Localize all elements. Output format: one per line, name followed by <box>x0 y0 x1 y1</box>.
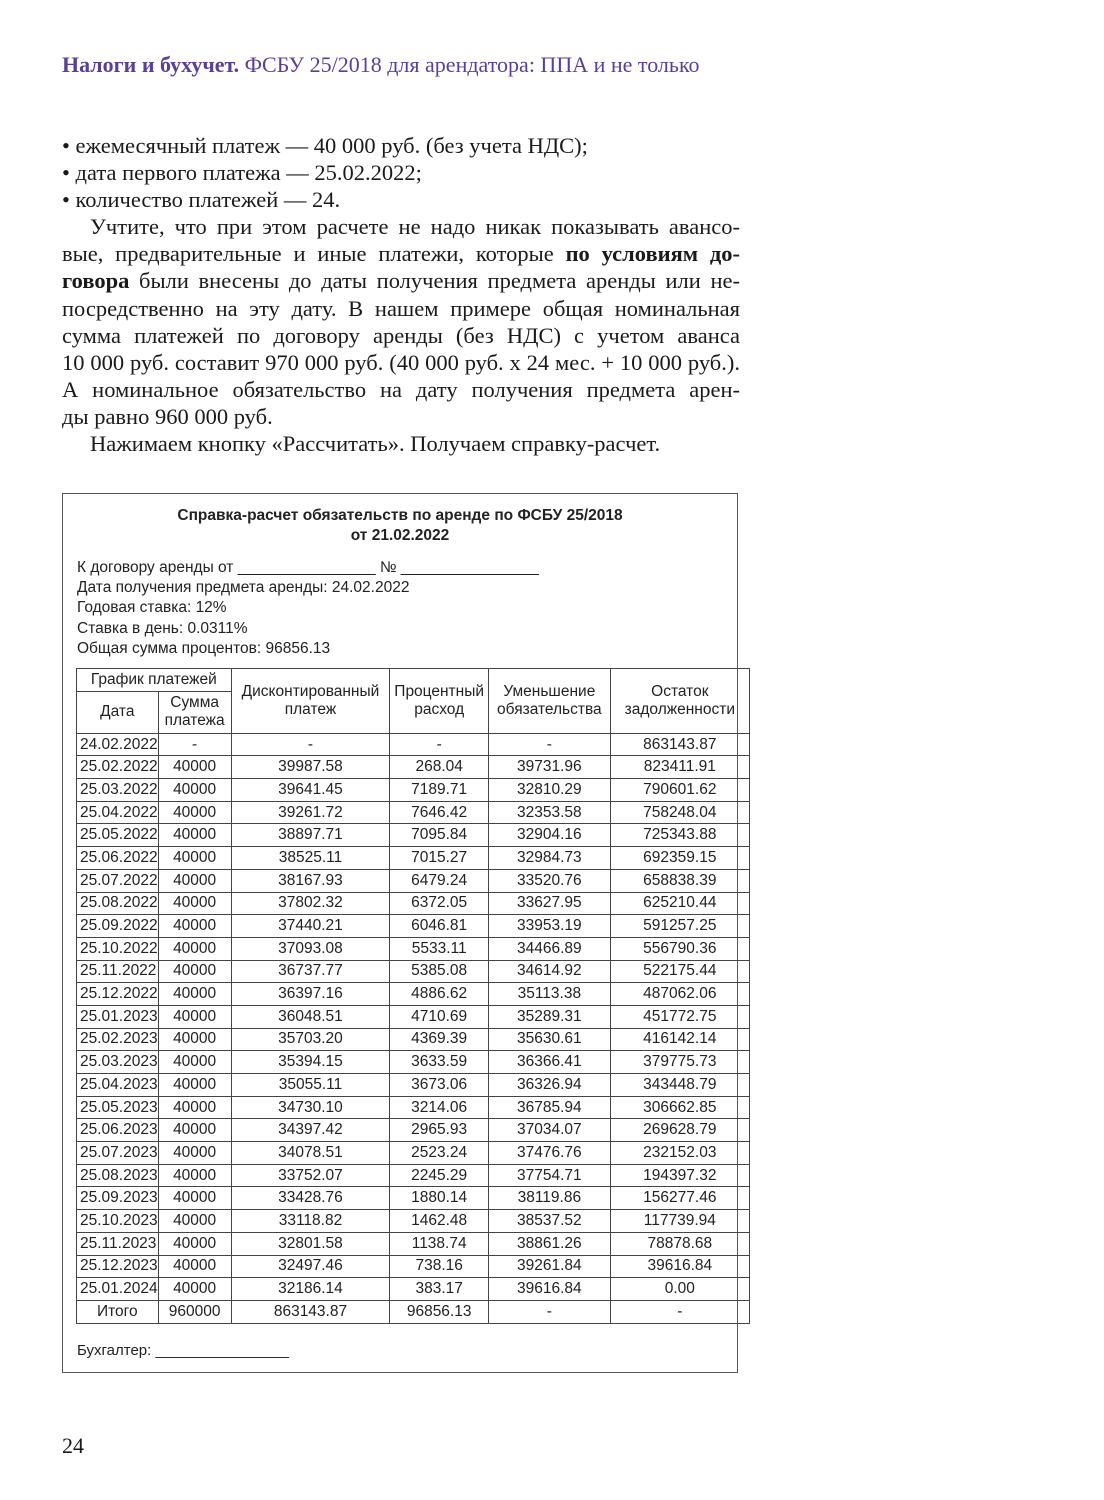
cell-interest: 6372.05 <box>390 892 489 915</box>
cell-amount: 40000 <box>158 1232 231 1255</box>
table-row <box>77 892 750 915</box>
cell-date: 25.10.2023 <box>77 1210 159 1233</box>
cell-interest: 3214.06 <box>390 1096 489 1119</box>
bullet-item: • дата первого платежа — 25.02.2022; <box>62 160 422 186</box>
cell-reduction: 36326.94 <box>489 1074 611 1097</box>
table-row <box>77 1255 750 1278</box>
cell-reduction: 32353.58 <box>489 801 611 824</box>
contract-line: К договору аренды от ________________ № ________________ <box>77 559 539 576</box>
cell-balance: 725343.88 <box>610 824 749 847</box>
cell-date: 25.06.2022 <box>77 847 159 870</box>
cell-interest: 7095.84 <box>390 824 489 847</box>
cell-discounted: 34078.51 <box>231 1142 390 1165</box>
cell-interest: 4886.62 <box>390 983 489 1006</box>
cell-balance: 556790.36 <box>610 937 749 960</box>
cell-discounted: 38525.11 <box>231 847 390 870</box>
cell-date: Итого <box>77 1300 159 1323</box>
bold-text: говора <box>62 268 130 294</box>
cell-balance: 863143.87 <box>610 733 749 756</box>
header-schedule: График платежей <box>77 669 232 692</box>
paragraph-line <box>62 322 740 349</box>
cell-discounted: 36048.51 <box>231 1005 390 1028</box>
header-interest: Процентный расход <box>390 669 489 734</box>
text: А номинальное обязательство на дату получения предмета арен- <box>62 376 740 402</box>
header-balance: Остаток задолженности <box>610 669 749 734</box>
cell-discounted: 36737.77 <box>231 960 390 983</box>
cell-interest: 6046.81 <box>390 915 489 938</box>
cell-amount: 40000 <box>158 1119 231 1142</box>
cell-date: 25.02.2023 <box>77 1028 159 1051</box>
bullet-item: • ежемесячный платеж — 40 000 руб. (без учета НДС); <box>62 133 588 158</box>
cell-discounted: - <box>231 733 390 756</box>
cell-reduction: 38119.86 <box>489 1187 611 1210</box>
report-box <box>62 493 738 1373</box>
cell-reduction: 34466.89 <box>489 937 611 960</box>
cell-amount: 40000 <box>158 801 231 824</box>
cell-reduction: 32810.29 <box>489 779 611 802</box>
cell-interest: 7189.71 <box>390 779 489 802</box>
cell-amount: 40000 <box>158 1187 231 1210</box>
cell-discounted: 37093.08 <box>231 937 390 960</box>
paragraph-line <box>62 295 740 322</box>
cell-date: 25.11.2022 <box>77 960 159 983</box>
cell-interest: 5533.11 <box>390 937 489 960</box>
header-amount: Сумма платежа <box>158 691 231 733</box>
cell-reduction: 32904.16 <box>489 824 611 847</box>
table-row <box>77 1232 750 1255</box>
cell-date: 25.11.2023 <box>77 1232 159 1255</box>
running-head-title: ФСБУ 25/2018 для арендатора: ППА и не только <box>244 52 700 77</box>
cell-reduction: 33627.95 <box>489 892 611 915</box>
cell-reduction: 36785.94 <box>489 1096 611 1119</box>
table-row <box>77 756 750 779</box>
cell-date: 25.08.2022 <box>77 892 159 915</box>
cell-interest: 1138.74 <box>390 1232 489 1255</box>
cell-reduction: 35630.61 <box>489 1028 611 1051</box>
cell-balance: 487062.06 <box>610 983 749 1006</box>
paragraph-line <box>62 403 740 430</box>
cell-interest: 2523.24 <box>390 1142 489 1165</box>
cell-date: 25.09.2022 <box>77 915 159 938</box>
cell-balance: 692359.15 <box>610 847 749 870</box>
text: сумма платежей по договору аренды (без НДС) с учетом аванса <box>62 322 740 348</box>
cell-discounted: 37440.21 <box>231 915 390 938</box>
cell-discounted: 38167.93 <box>231 869 390 892</box>
cell-reduction: 36366.41 <box>489 1051 611 1074</box>
cell-date: 25.07.2022 <box>77 869 159 892</box>
table-row <box>77 915 750 938</box>
cell-date: 25.10.2022 <box>77 937 159 960</box>
cell-date: 25.09.2023 <box>77 1187 159 1210</box>
paragraph-line <box>62 213 740 240</box>
cell-amount: 40000 <box>158 1142 231 1165</box>
table-row <box>77 1119 750 1142</box>
cell-discounted: 33752.07 <box>231 1164 390 1187</box>
cell-balance: 591257.25 <box>610 915 749 938</box>
cell-balance: 194397.32 <box>610 1164 749 1187</box>
cell-discounted: 37802.32 <box>231 892 390 915</box>
cell-interest: 1462.48 <box>390 1210 489 1233</box>
cell-balance: 416142.14 <box>610 1028 749 1051</box>
cell-interest: 2965.93 <box>390 1119 489 1142</box>
cell-date: 25.05.2022 <box>77 824 159 847</box>
cell-reduction: 32984.73 <box>489 847 611 870</box>
paragraph-line <box>62 349 740 376</box>
cell-interest: 96856.13 <box>390 1300 489 1323</box>
cell-discounted: 38897.71 <box>231 824 390 847</box>
cell-amount: 40000 <box>158 1164 231 1187</box>
cell-discounted: 35055.11 <box>231 1074 390 1097</box>
table-row <box>77 1187 750 1210</box>
cell-discounted: 39261.72 <box>231 801 390 824</box>
cell-interest: 4710.69 <box>390 1005 489 1028</box>
table-row <box>77 1005 750 1028</box>
cell-discounted: 863143.87 <box>231 1300 390 1323</box>
paragraph: Нажимаем кнопку «Рассчитать». Получаем справку-расчет. <box>90 431 661 457</box>
cell-reduction: 37034.07 <box>489 1119 611 1142</box>
cell-reduction: 39261.84 <box>489 1255 611 1278</box>
table-row <box>77 1164 750 1187</box>
cell-discounted: 32497.46 <box>231 1255 390 1278</box>
table-row <box>77 801 750 824</box>
text: Учтите, что при этом расчете не надо никак показывать авансо- <box>90 214 740 240</box>
cell-interest: 5385.08 <box>390 960 489 983</box>
cell-balance: 39616.84 <box>610 1255 749 1278</box>
cell-balance: - <box>610 1300 749 1323</box>
cell-discounted: 35394.15 <box>231 1051 390 1074</box>
cell-date: 25.01.2023 <box>77 1005 159 1028</box>
text: вые, предварительные и иные платежи, которые <box>62 241 566 267</box>
cell-reduction: 39731.96 <box>489 756 611 779</box>
cell-interest: 2245.29 <box>390 1164 489 1187</box>
bold-text: по условиям до- <box>565 241 740 267</box>
table-row <box>77 983 750 1006</box>
cell-date: 25.02.2022 <box>77 756 159 779</box>
cell-reduction: 35113.38 <box>489 983 611 1006</box>
cell-interest: 1880.14 <box>390 1187 489 1210</box>
table-row <box>77 733 750 756</box>
cell-reduction: 34614.92 <box>489 960 611 983</box>
cell-date: 25.05.2023 <box>77 1096 159 1119</box>
cell-balance: 790601.62 <box>610 779 749 802</box>
cell-discounted: 35703.20 <box>231 1028 390 1051</box>
cell-balance: 343448.79 <box>610 1074 749 1097</box>
cell-amount: 40000 <box>158 892 231 915</box>
running-head-section: Налоги и бухучет. <box>62 52 240 77</box>
cell-amount: 40000 <box>158 937 231 960</box>
cell-discounted: 34397.42 <box>231 1119 390 1142</box>
cell-date: 25.04.2022 <box>77 801 159 824</box>
text: ды равно 960 000 руб. <box>62 403 273 429</box>
cell-amount: 40000 <box>158 756 231 779</box>
cell-amount: 40000 <box>158 824 231 847</box>
cell-amount: 40000 <box>158 869 231 892</box>
paragraph-line <box>62 376 740 403</box>
cell-amount: 40000 <box>158 847 231 870</box>
cell-reduction: - <box>489 1300 611 1323</box>
cell-interest: 4369.39 <box>390 1028 489 1051</box>
table-row <box>77 824 750 847</box>
cell-amount: 40000 <box>158 1255 231 1278</box>
table-row <box>77 847 750 870</box>
cell-balance: 625210.44 <box>610 892 749 915</box>
cell-amount: 40000 <box>158 1096 231 1119</box>
cell-interest: 3673.06 <box>390 1074 489 1097</box>
total-interest: Общая сумма процентов: 96856.13 <box>77 639 331 657</box>
cell-balance: 269628.79 <box>610 1119 749 1142</box>
paragraph-line <box>62 240 740 267</box>
cell-interest: 383.17 <box>390 1278 489 1301</box>
cell-reduction: 35289.31 <box>489 1005 611 1028</box>
table-row <box>77 1142 750 1165</box>
page-number: 24 <box>62 1433 84 1458</box>
paragraph <box>62 213 740 430</box>
cell-amount: - <box>158 733 231 756</box>
cell-date: 25.04.2023 <box>77 1074 159 1097</box>
accountant-signature: Бухгалтер: ________________ <box>77 1342 289 1359</box>
cell-amount: 40000 <box>158 1210 231 1233</box>
cell-discounted: 32801.58 <box>231 1232 390 1255</box>
table-row <box>77 1028 750 1051</box>
cell-discounted: 36397.16 <box>231 983 390 1006</box>
cell-amount: 40000 <box>158 960 231 983</box>
running-head <box>62 52 700 78</box>
paragraph-line <box>62 267 740 294</box>
cell-amount: 40000 <box>158 779 231 802</box>
cell-reduction: 37476.76 <box>489 1142 611 1165</box>
cell-discounted: 32186.14 <box>231 1278 390 1301</box>
cell-balance: 117739.94 <box>610 1210 749 1233</box>
receipt-date: Дата получения предмета аренды: 24.02.2022 <box>77 579 410 597</box>
cell-discounted: 34730.10 <box>231 1096 390 1119</box>
cell-balance: 522175.44 <box>610 960 749 983</box>
cell-date: 25.06.2023 <box>77 1119 159 1142</box>
cell-reduction: 33953.19 <box>489 915 611 938</box>
annual-rate: Годовая ставка: 12% <box>77 599 227 617</box>
cell-discounted: 33428.76 <box>231 1187 390 1210</box>
table-row <box>77 937 750 960</box>
cell-amount: 960000 <box>158 1300 231 1323</box>
cell-amount: 40000 <box>158 1278 231 1301</box>
cell-discounted: 39641.45 <box>231 779 390 802</box>
cell-discounted: 33118.82 <box>231 1210 390 1233</box>
cell-date: 25.12.2023 <box>77 1255 159 1278</box>
cell-reduction: 33520.76 <box>489 869 611 892</box>
cell-balance: 156277.46 <box>610 1187 749 1210</box>
cell-reduction: 38537.52 <box>489 1210 611 1233</box>
cell-balance: 0.00 <box>610 1278 749 1301</box>
cell-date: 25.12.2022 <box>77 983 159 1006</box>
cell-interest: - <box>390 733 489 756</box>
payment-schedule-table <box>76 668 750 1324</box>
text: были внесены до даты получения предмета аренды или не- <box>129 268 740 294</box>
cell-balance: 658838.39 <box>610 869 749 892</box>
text: посредственно на эту дату. В нашем примере общая номинальная <box>62 295 740 321</box>
header-date: Дата <box>77 691 159 733</box>
cell-balance: 758248.04 <box>610 801 749 824</box>
total-row <box>77 1300 750 1323</box>
cell-date: 25.08.2023 <box>77 1164 159 1187</box>
cell-balance: 306662.85 <box>610 1096 749 1119</box>
report-title-line: Справка-расчет обязательств по аренде по ФСБУ 25/2018 <box>177 507 623 524</box>
cell-balance: 78878.68 <box>610 1232 749 1255</box>
cell-balance: 823411.91 <box>610 756 749 779</box>
cell-interest: 3633.59 <box>390 1051 489 1074</box>
cell-date: 25.03.2022 <box>77 779 159 802</box>
cell-balance: 379775.73 <box>610 1051 749 1074</box>
cell-interest: 6479.24 <box>390 869 489 892</box>
cell-discounted: 39987.58 <box>231 756 390 779</box>
cell-balance: 232152.03 <box>610 1142 749 1165</box>
cell-balance: 451772.75 <box>610 1005 749 1028</box>
report-date: от 21.02.2022 <box>350 527 450 544</box>
cell-amount: 40000 <box>158 915 231 938</box>
cell-amount: 40000 <box>158 1005 231 1028</box>
cell-date: 25.07.2023 <box>77 1142 159 1165</box>
table-row <box>77 1051 750 1074</box>
daily-rate: Ставка в день: 0.0311% <box>77 619 248 637</box>
report-info <box>77 558 539 659</box>
text: 10 000 руб. составит 970 000 руб. (40 000 руб. х 24 мес. + 10 000 руб.). <box>62 349 740 375</box>
table-row <box>77 1210 750 1233</box>
cell-amount: 40000 <box>158 1051 231 1074</box>
cell-interest: 7646.42 <box>390 801 489 824</box>
table-row <box>77 869 750 892</box>
cell-reduction: 37754.71 <box>489 1164 611 1187</box>
cell-interest: 7015.27 <box>390 847 489 870</box>
cell-amount: 40000 <box>158 1028 231 1051</box>
cell-interest: 738.16 <box>390 1255 489 1278</box>
bullet-item: • количество платежей — 24. <box>62 187 341 213</box>
cell-date: 25.03.2023 <box>77 1051 159 1074</box>
cell-reduction: 38861.26 <box>489 1232 611 1255</box>
header-reduction: Уменьшение обязательства <box>489 669 611 734</box>
table-row <box>77 1096 750 1119</box>
cell-reduction: 39616.84 <box>489 1278 611 1301</box>
cell-amount: 40000 <box>158 983 231 1006</box>
cell-date: 24.02.2022 <box>77 733 159 756</box>
cell-date: 25.01.2024 <box>77 1278 159 1301</box>
header-discounted: Дисконтированный платеж <box>231 669 390 734</box>
cell-reduction: - <box>489 733 611 756</box>
table-row <box>77 960 750 983</box>
table-row <box>77 1074 750 1097</box>
body-text <box>62 132 740 457</box>
report-title <box>63 506 737 546</box>
cell-interest: 268.04 <box>390 756 489 779</box>
table-row <box>77 1278 750 1301</box>
table-row <box>77 779 750 802</box>
cell-amount: 40000 <box>158 1074 231 1097</box>
